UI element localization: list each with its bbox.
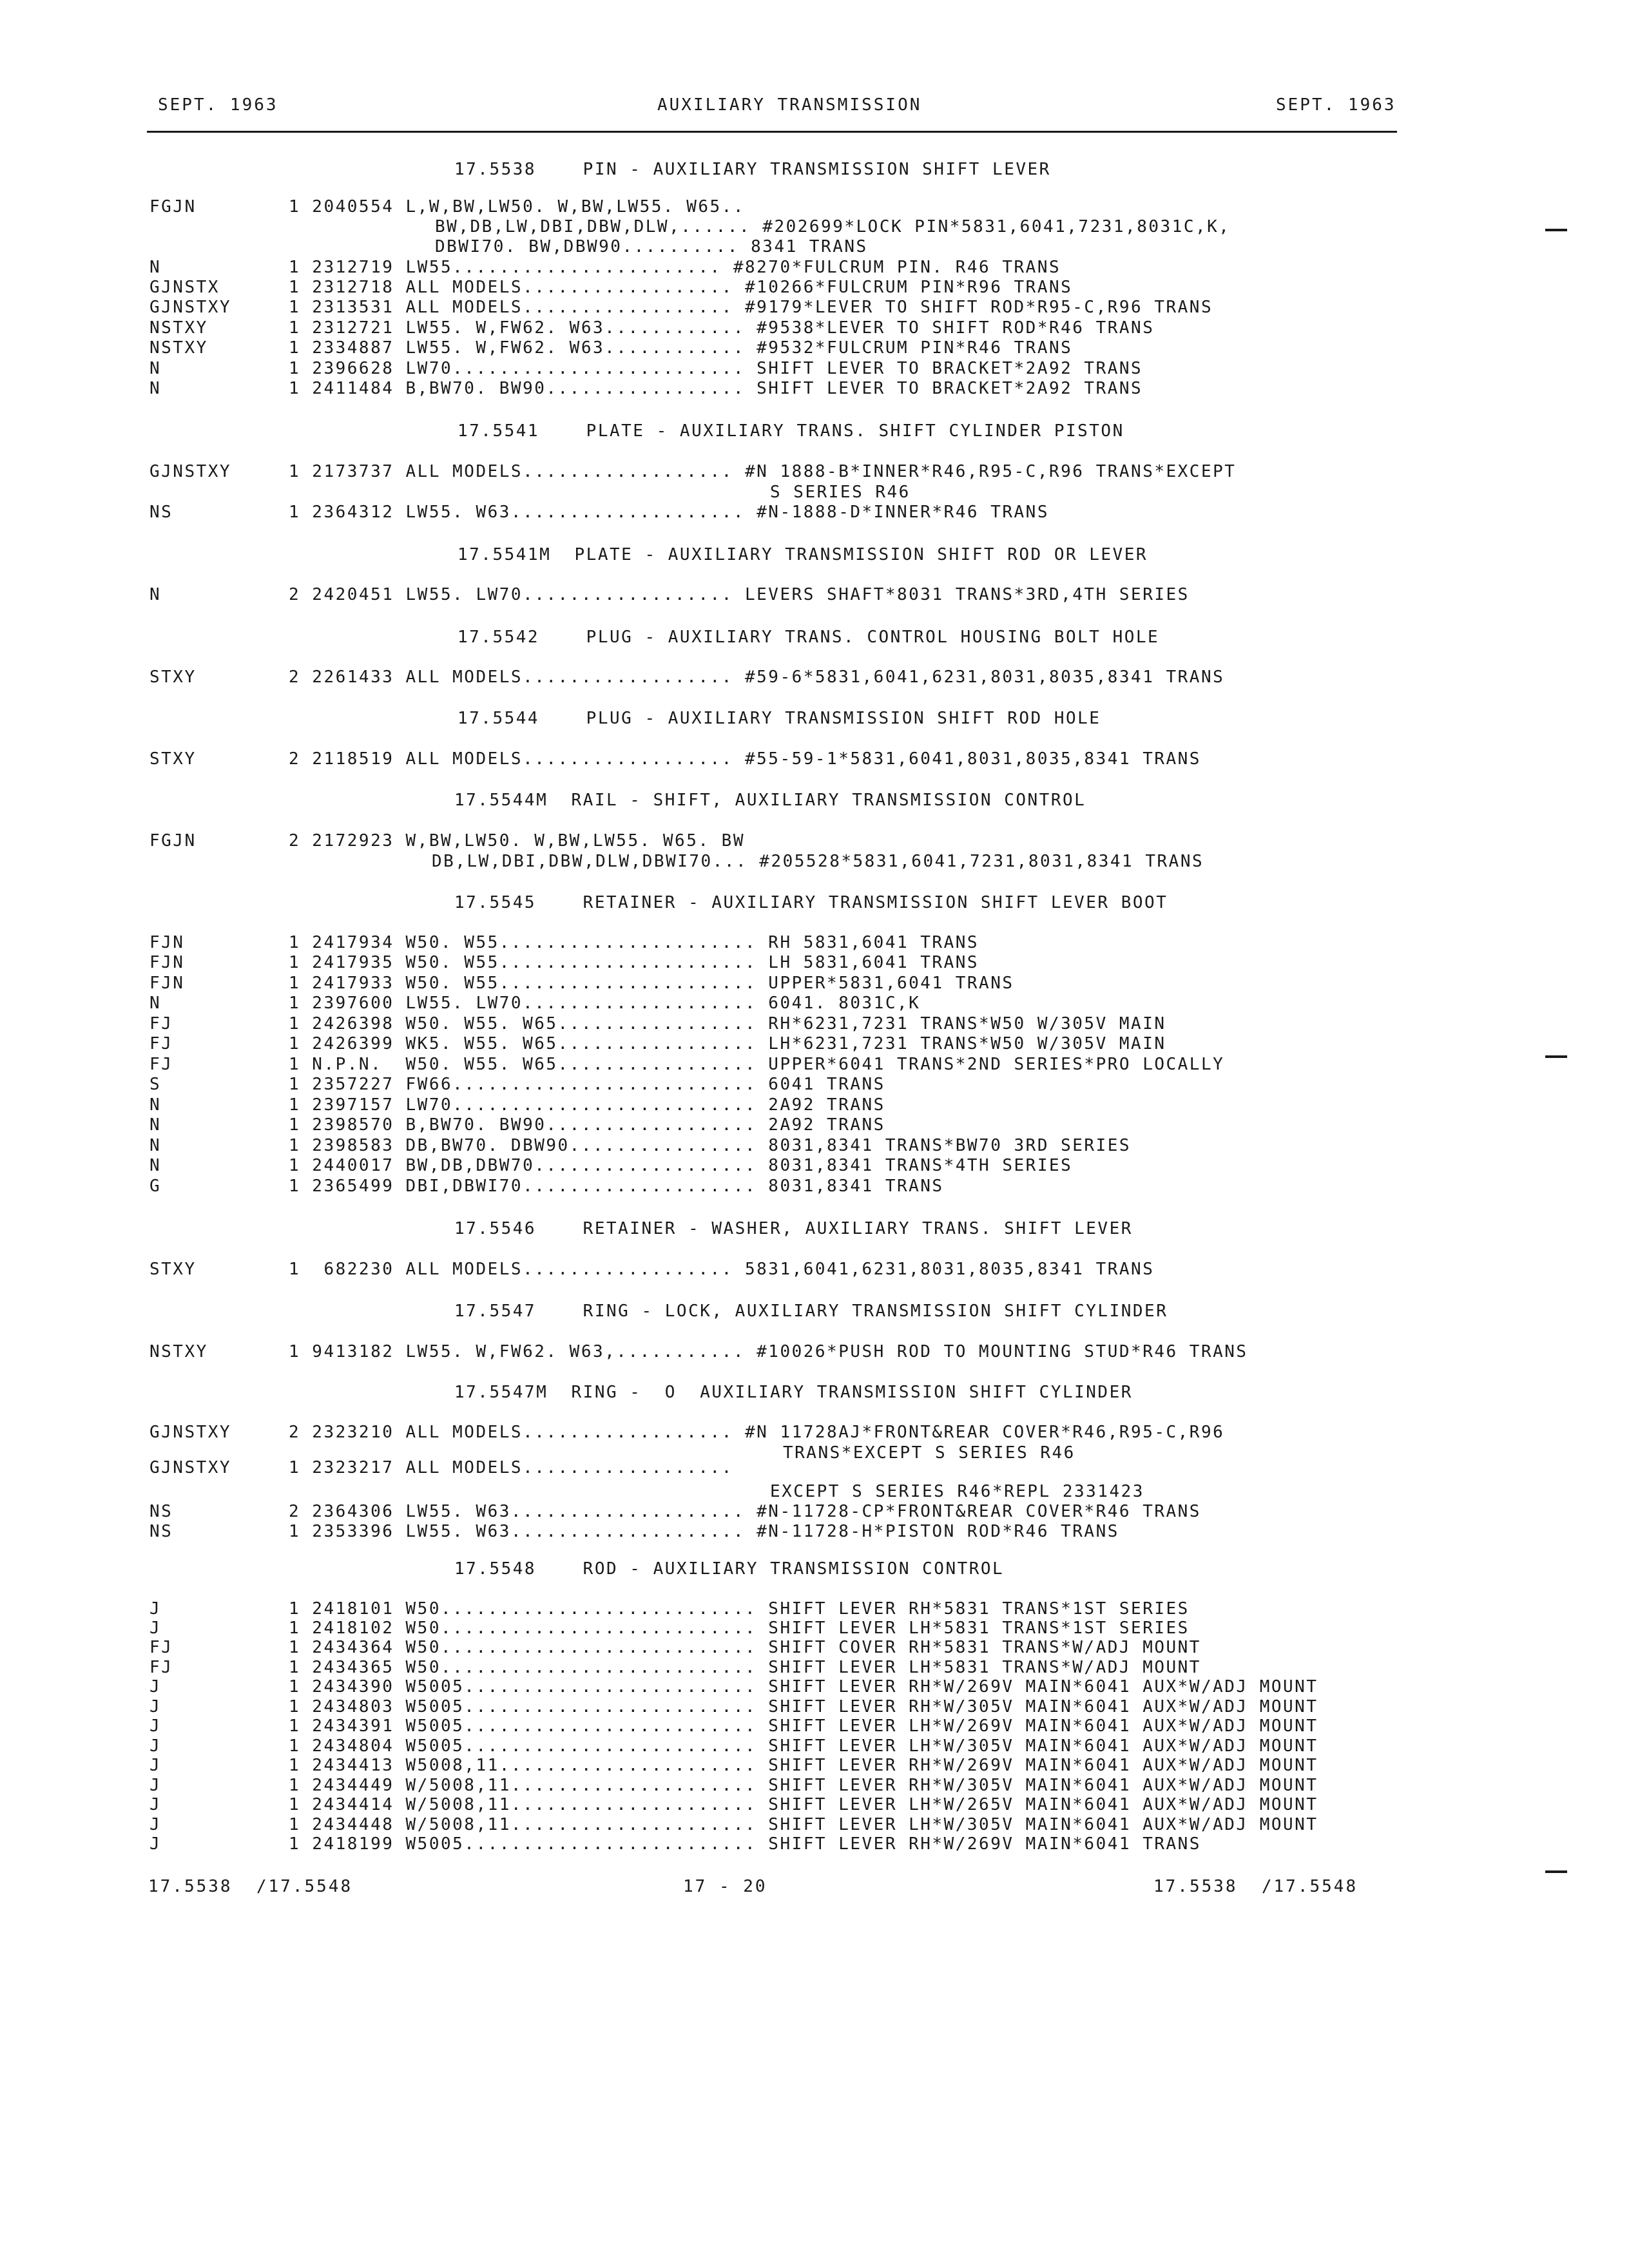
section-heading: 17.5546 RETAINER - WASHER, AUXILIARY TRANS. SHIFT LEVER [454, 1219, 1133, 1238]
footer-range-left: 17.5538 /17.5548 [148, 1877, 353, 1896]
part-model-code: FJN [149, 974, 185, 993]
part-model-code: J [149, 1834, 162, 1854]
part-model-code: FGJN [149, 197, 197, 216]
part-entry: 1 2323217 ALL MODELS.................. [289, 1458, 733, 1477]
part-model-code: J [149, 1599, 162, 1619]
part-model-code: FGJN [149, 831, 197, 850]
part-model-code: STXY [149, 749, 197, 769]
part-model-code: NSTXY [149, 318, 208, 338]
part-entry: 1 2434365 W50........................... SHIFT LEVER LH*5831 TRANS*W/ADJ MOUNT [289, 1658, 1201, 1677]
section-heading: 17.5538 PIN - AUXILIARY TRANSMISSION SHIFT LEVER [454, 160, 1051, 179]
part-entry: 1 2396628 LW70......................... SHIFT LEVER TO BRACKET*2A92 TRANS [289, 359, 1143, 378]
part-entry: 1 9413182 LW55. W,FW62. W63,........... #10026*PUSH ROD TO MOUNTING STUD*R46 TRANS [289, 1342, 1248, 1361]
part-entry-continuation: BW,DB,LW,DBI,DBW,DLW,...... #202699*LOCK PIN*5831,6041,7231,8031C,K, [435, 217, 1231, 236]
footer-page-number: 17 - 20 [683, 1877, 767, 1896]
part-entry: 1 2313531 ALL MODELS.................. #9179*LEVER TO SHIFT ROD*R95-C,R96 TRANS [289, 298, 1213, 317]
part-entry-continuation: EXCEPT S SERIES R46*REPL 2331423 [770, 1482, 1144, 1501]
part-model-code: STXY [149, 1260, 197, 1279]
part-entry: 1 2173737 ALL MODELS.................. #N 1888-B*INNER*R46,R95-C,R96 TRANS*EXCEPT [289, 462, 1237, 481]
part-entry: 1 2434804 W5005......................... SHIFT LEVER LH*W/305V MAIN*6041 AUX*W/ADJ MOUNT [289, 1736, 1318, 1756]
part-model-code: GJNSTXY [149, 462, 232, 481]
part-model-code: FJN [149, 953, 185, 972]
part-model-code: N [149, 359, 162, 378]
part-entry: 1 2418199 W5005......................... SHIFT LEVER RH*W/269V MAIN*6041 TRANS [289, 1834, 1201, 1854]
header-date-left: SEPT. 1963 [158, 95, 278, 115]
part-model-code: N [149, 379, 162, 398]
part-model-code: NSTXY [149, 338, 208, 358]
part-entry: 1 2312721 LW55. W,FW62. W63............ #9538*LEVER TO SHIFT ROD*R46 TRANS [289, 318, 1155, 338]
part-entry: 2 2364306 LW55. W63.................... #N-11728-CP*FRONT&REAR COVER*R46 TRANS [289, 1502, 1201, 1521]
part-entry: 1 2417933 W50. W55...................... UPPER*5831,6041 TRANS [289, 974, 1014, 993]
part-entry: 1 2426399 WK5. W55. W65................. LH*6231,7231 TRANS*W50 W/305V MAIN [289, 1034, 1166, 1053]
part-entry: 1 2398583 DB,BW70. DBW90................ 8031,8341 TRANS*BW70 3RD SERIES [289, 1136, 1132, 1155]
section-heading: 17.5547M RING - O AUXILIARY TRANSMISSION SHIFT CYLINDER [454, 1383, 1133, 1402]
section-heading: 17.5547 RING - LOCK, AUXILIARY TRANSMISSION SHIFT CYLINDER [454, 1302, 1168, 1321]
part-model-code: GJNSTXY [149, 1458, 232, 1477]
part-entry: 2 2118519 ALL MODELS.................. #55-59-1*5831,6041,8031,8035,8341 TRANS [289, 749, 1201, 769]
part-model-code: GJNSTXY [149, 298, 232, 317]
part-model-code: J [149, 1619, 162, 1638]
part-entry: 2 2261433 ALL MODELS.................. #59-6*5831,6041,6231,8031,8035,8341 TRANS [289, 668, 1225, 687]
part-model-code: STXY [149, 668, 197, 687]
part-entry-continuation: DB,LW,DBI,DBW,DLW,DBWI70... #205528*5831,6041,7231,8031,8341 TRANS [432, 852, 1204, 871]
part-entry: 1 2398570 B,BW70. BW90.................. 2A92 TRANS [289, 1115, 885, 1135]
part-entry: 1 2353396 LW55. W63.................... #N-11728-H*PISTON ROD*R46 TRANS [289, 1522, 1119, 1541]
part-entry: 2 2420451 LW55. LW70.................. LEVERS SHAFT*8031 TRANS*3RD,4TH SERIES [289, 585, 1190, 604]
part-entry: 1 682230 ALL MODELS.................. 5831,6041,6231,8031,8035,8341 TRANS [289, 1260, 1155, 1279]
part-model-code: J [149, 1736, 162, 1756]
margin-change-mark [1545, 1055, 1567, 1058]
section-heading: 17.5548 ROD - AUXILIARY TRANSMISSION CONTROL [454, 1559, 1005, 1579]
part-model-code: S [149, 1075, 162, 1094]
part-entry-continuation: DBWI70. BW,DBW90.......... 8341 TRANS [435, 237, 868, 256]
part-model-code: N [149, 258, 162, 277]
section-heading: 17.5542 PLUG - AUXILIARY TRANS. CONTROL HOUSING BOLT HOLE [458, 628, 1160, 647]
part-entry: 1 2364312 LW55. W63.................... #N-1888-D*INNER*R46 TRANS [289, 503, 1049, 522]
part-entry: 1 2334887 LW55. W,FW62. W63............ #9532*FULCRUM PIN*R46 TRANS [289, 338, 1073, 358]
part-entry: 1 2434364 W50........................... SHIFT COVER RH*5831 TRANS*W/ADJ MOUNT [289, 1638, 1201, 1657]
header-rule [147, 131, 1397, 133]
margin-change-mark [1545, 1870, 1567, 1873]
part-entry: 1 2434391 W5005......................... SHIFT LEVER LH*W/269V MAIN*6041 AUX*W/ADJ MOUNT [289, 1716, 1318, 1736]
part-model-code: NS [149, 1522, 173, 1541]
part-model-code: FJN [149, 933, 185, 952]
part-entry: 1 2434448 W/5008,11..................... SHIFT LEVER LH*W/305V MAIN*6041 AUX*W/ADJ MOUNT [289, 1815, 1318, 1834]
part-entry: 1 2440017 BW,DB,DBW70................... 8031,8341 TRANS*4TH SERIES [289, 1156, 1073, 1175]
part-entry: 1 2411484 B,BW70. BW90................. SHIFT LEVER TO BRACKET*2A92 TRANS [289, 379, 1143, 398]
part-entry: 1 2357227 FW66.......................... 6041 TRANS [289, 1075, 885, 1094]
part-model-code: G [149, 1177, 162, 1196]
part-model-code: J [149, 1776, 162, 1795]
part-entry: 1 2434413 W5008,11...................... SHIFT LEVER RH*W/269V MAIN*6041 AUX*W/ADJ MOUNT [289, 1756, 1318, 1775]
part-model-code: NS [149, 503, 173, 522]
part-entry: 1 2434390 W5005......................... SHIFT LEVER RH*W/269V MAIN*6041 AUX*W/ADJ MOUNT [289, 1677, 1318, 1696]
section-heading: 17.5545 RETAINER - AUXILIARY TRANSMISSION SHIFT LEVER BOOT [454, 893, 1168, 912]
part-entry: 1 2397157 LW70.......................... 2A92 TRANS [289, 1095, 885, 1115]
part-entry: 1 2418102 W50........................... SHIFT LEVER LH*5831 TRANS*1ST SERIES [289, 1619, 1190, 1638]
part-entry-continuation: S SERIES R46 [770, 483, 911, 502]
part-model-code: J [149, 1697, 162, 1716]
header-date-right: SEPT. 1963 [1276, 95, 1396, 115]
section-heading: 17.5544 PLUG - AUXILIARY TRANSMISSION SHIFT ROD HOLE [458, 709, 1101, 728]
section-heading: 17.5544M RAIL - SHIFT, AUXILIARY TRANSMISSION CONTROL [454, 791, 1086, 810]
part-model-code: N [149, 1156, 162, 1175]
footer-range-right: 17.5538 /17.5548 [1153, 1877, 1358, 1896]
part-model-code: N [149, 1095, 162, 1115]
part-model-code: NSTXY [149, 1342, 208, 1361]
part-model-code: J [149, 1756, 162, 1775]
part-model-code: FJ [149, 1034, 173, 1053]
section-heading: 17.5541M PLATE - AUXILIARY TRANSMISSION SHIFT ROD OR LEVER [458, 545, 1148, 564]
part-entry: 1 2397600 LW55. LW70.................... 6041. 8031C,K [289, 994, 921, 1013]
part-model-code: FJ [149, 1638, 173, 1657]
part-model-code: NS [149, 1502, 173, 1521]
part-model-code: GJNSTX [149, 278, 220, 297]
part-entry: 1 2434414 W/5008,11..................... SHIFT LEVER LH*W/265V MAIN*6041 AUX*W/ADJ MOUNT [289, 1795, 1318, 1814]
part-entry: 1 2426398 W50. W55. W65................. RH*6231,7231 TRANS*W50 W/305V MAIN [289, 1014, 1166, 1033]
part-model-code: N [149, 994, 162, 1013]
part-entry: 1 2365499 DBI,DBWI70.................... 8031,8341 TRANS [289, 1177, 944, 1196]
part-model-code: FJ [149, 1658, 173, 1677]
part-entry: 1 2417934 W50. W55...................... RH 5831,6041 TRANS [289, 933, 979, 952]
part-entry: 1 2417935 W50. W55...................... LH 5831,6041 TRANS [289, 953, 979, 972]
header-title: AUXILIARY TRANSMISSION [657, 95, 922, 115]
part-model-code: N [149, 1136, 162, 1155]
part-model-code: GJNSTXY [149, 1423, 232, 1442]
section-heading: 17.5541 PLATE - AUXILIARY TRANS. SHIFT CYLINDER PISTON [458, 421, 1124, 441]
part-entry: 1 2434449 W/5008,11..................... SHIFT LEVER RH*W/305V MAIN*6041 AUX*W/ADJ MOUNT [289, 1776, 1318, 1795]
part-model-code: J [149, 1677, 162, 1696]
part-entry: 1 2312719 LW55....................... #8270*FULCRUM PIN. R46 TRANS [289, 258, 1061, 277]
part-entry-continuation: TRANS*EXCEPT S SERIES R46 [783, 1443, 1075, 1463]
part-entry: 1 N.P.N. W50. W55. W65................. UPPER*6041 TRANS*2ND SERIES*PRO LOCALLY [289, 1055, 1225, 1074]
part-model-code: J [149, 1795, 162, 1814]
part-entry: 1 2418101 W50........................... SHIFT LEVER RH*5831 TRANS*1ST SERIES [289, 1599, 1190, 1619]
part-entry: 1 2040554 L,W,BW,LW50. W,BW,LW55. W65.. [289, 197, 745, 216]
margin-change-mark [1545, 229, 1567, 231]
part-entry: 2 2323210 ALL MODELS.................. #N 11728AJ*FRONT&REAR COVER*R46,R95-C,R96 [289, 1423, 1225, 1442]
part-model-code: N [149, 585, 162, 604]
part-model-code: J [149, 1716, 162, 1736]
part-entry: 1 2312718 ALL MODELS.................. #10266*FULCRUM PIN*R96 TRANS [289, 278, 1073, 297]
part-entry: 2 2172923 W,BW,LW50. W,BW,LW55. W65. BW [289, 831, 745, 850]
part-entry: 1 2434803 W5005......................... SHIFT LEVER RH*W/305V MAIN*6041 AUX*W/ADJ MOUNT [289, 1697, 1318, 1716]
part-model-code: J [149, 1815, 162, 1834]
part-model-code: N [149, 1115, 162, 1135]
part-model-code: FJ [149, 1014, 173, 1033]
part-model-code: FJ [149, 1055, 173, 1074]
